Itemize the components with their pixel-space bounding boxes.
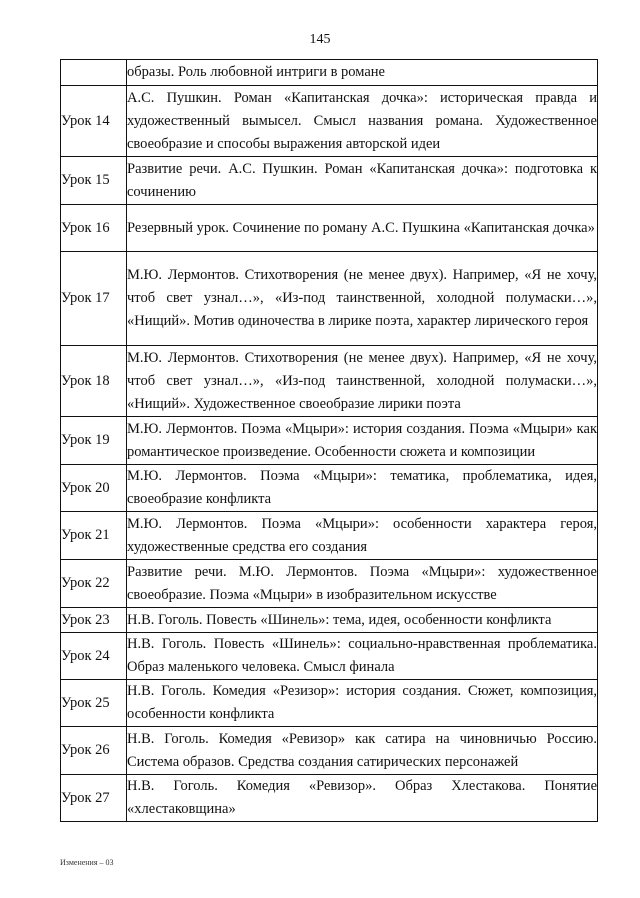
- lesson-topic: Н.В. Гоголь. Повесть «Шинель»: тема, идея, особенности конфликта: [127, 608, 598, 633]
- lesson-label: Урок 20: [61, 465, 127, 512]
- lesson-topic: М.Ю. Лермонтов. Стихотворения (не менее двух). Например, «Я не хочу, чтоб свет узнал…», «Из-под таинственной, холодной полумаски…», «Нищий». Художественное своеобразие лирики поэта: [127, 346, 598, 417]
- lesson-topic: М.Ю. Лермонтов. Поэма «Мцыри»: особенности характера героя, художественные средства его создания: [127, 512, 598, 560]
- table-row: [61, 346, 598, 417]
- table-row: [61, 86, 598, 157]
- lesson-topic: Развитие речи. А.С. Пушкин. Роман «Капитанская дочка»: подготовка к сочинению: [127, 157, 598, 205]
- lesson-topic: Н.В. Гоголь. Комедия «Резизор»: история создания. Сюжет, композиция, особенности конфликта: [127, 680, 598, 727]
- lesson-label: Урок 25: [61, 680, 127, 727]
- lesson-label: Урок 15: [61, 157, 127, 205]
- table-row: [61, 727, 598, 775]
- lesson-label: Урок 27: [61, 775, 127, 822]
- table-row: [61, 465, 598, 512]
- lesson-plan-table: [60, 59, 598, 822]
- lesson-topic: Развитие речи. М.Ю. Лермонтов. Поэма «Мцыри»: художественное своеобразие. Поэма «Мцыри» в изобразительном искусстве: [127, 560, 598, 608]
- table-row: [61, 252, 598, 346]
- lesson-label: Урок 26: [61, 727, 127, 775]
- table-row: [61, 608, 598, 633]
- lesson-topic: Н.В. Гоголь. Комедия «Ревизор» как сатира на чиновничью Россию. Система образов. Средства создания сатирических персонажей: [127, 727, 598, 775]
- lesson-topic: М.Ю. Лермонтов. Поэма «Мцыри»: тематика, проблематика, идея, своеобразие конфликта: [127, 465, 598, 512]
- table-row: [61, 157, 598, 205]
- page-footer: Изменения – 03: [60, 858, 114, 867]
- lesson-topic: образы. Роль любовной интриги в романе: [127, 60, 598, 86]
- lesson-topic: Н.В. Гоголь. Комедия «Ревизор». Образ Хлестакова. Понятие «хлестаковщина»: [127, 775, 598, 822]
- table-row: [61, 417, 598, 465]
- lesson-label: Урок 14: [61, 86, 127, 157]
- lesson-label: Урок 22: [61, 560, 127, 608]
- lesson-label: Урок 23: [61, 608, 127, 633]
- table-row: [61, 775, 598, 822]
- lesson-topic: Н.В. Гоголь. Повесть «Шинель»: социально-нравственная проблематика. Образ маленького человека. Смысл финала: [127, 633, 598, 680]
- table-row: [61, 512, 598, 560]
- table-row: [61, 633, 598, 680]
- lesson-topic: М.Ю. Лермонтов. Стихотворения (не менее двух). Например, «Я не хочу, чтоб свет узнал…», «Из-под таинственной, холодной полумаски…», «Нищий». Мотив одиночества в лирике поэта, характер лирического героя: [127, 252, 598, 346]
- lesson-label: Урок 18: [61, 346, 127, 417]
- lesson-label: Урок 24: [61, 633, 127, 680]
- lesson-label: [61, 60, 127, 86]
- lesson-topic: М.Ю. Лермонтов. Поэма «Мцыри»: история создания. Поэма «Мцыри» как романтическое произведение. Особенности сюжета и композиции: [127, 417, 598, 465]
- lesson-topic: Резервный урок. Сочинение по роману А.С. Пушкина «Капитанская дочка»: [127, 205, 598, 252]
- lesson-topic: А.С. Пушкин. Роман «Капитанская дочка»: историческая правда и художественный вымысел. Смысл названия романа. Художественное своеобразие и способы выражения авторской идеи: [127, 86, 598, 157]
- table-row: [61, 560, 598, 608]
- lesson-label: Урок 19: [61, 417, 127, 465]
- table-row: [61, 60, 598, 86]
- table-row: [61, 205, 598, 252]
- lesson-label: Урок 16: [61, 205, 127, 252]
- lesson-label: Урок 21: [61, 512, 127, 560]
- table-row: [61, 680, 598, 727]
- page-number: 145: [309, 32, 331, 47]
- lesson-label: Урок 17: [61, 252, 127, 346]
